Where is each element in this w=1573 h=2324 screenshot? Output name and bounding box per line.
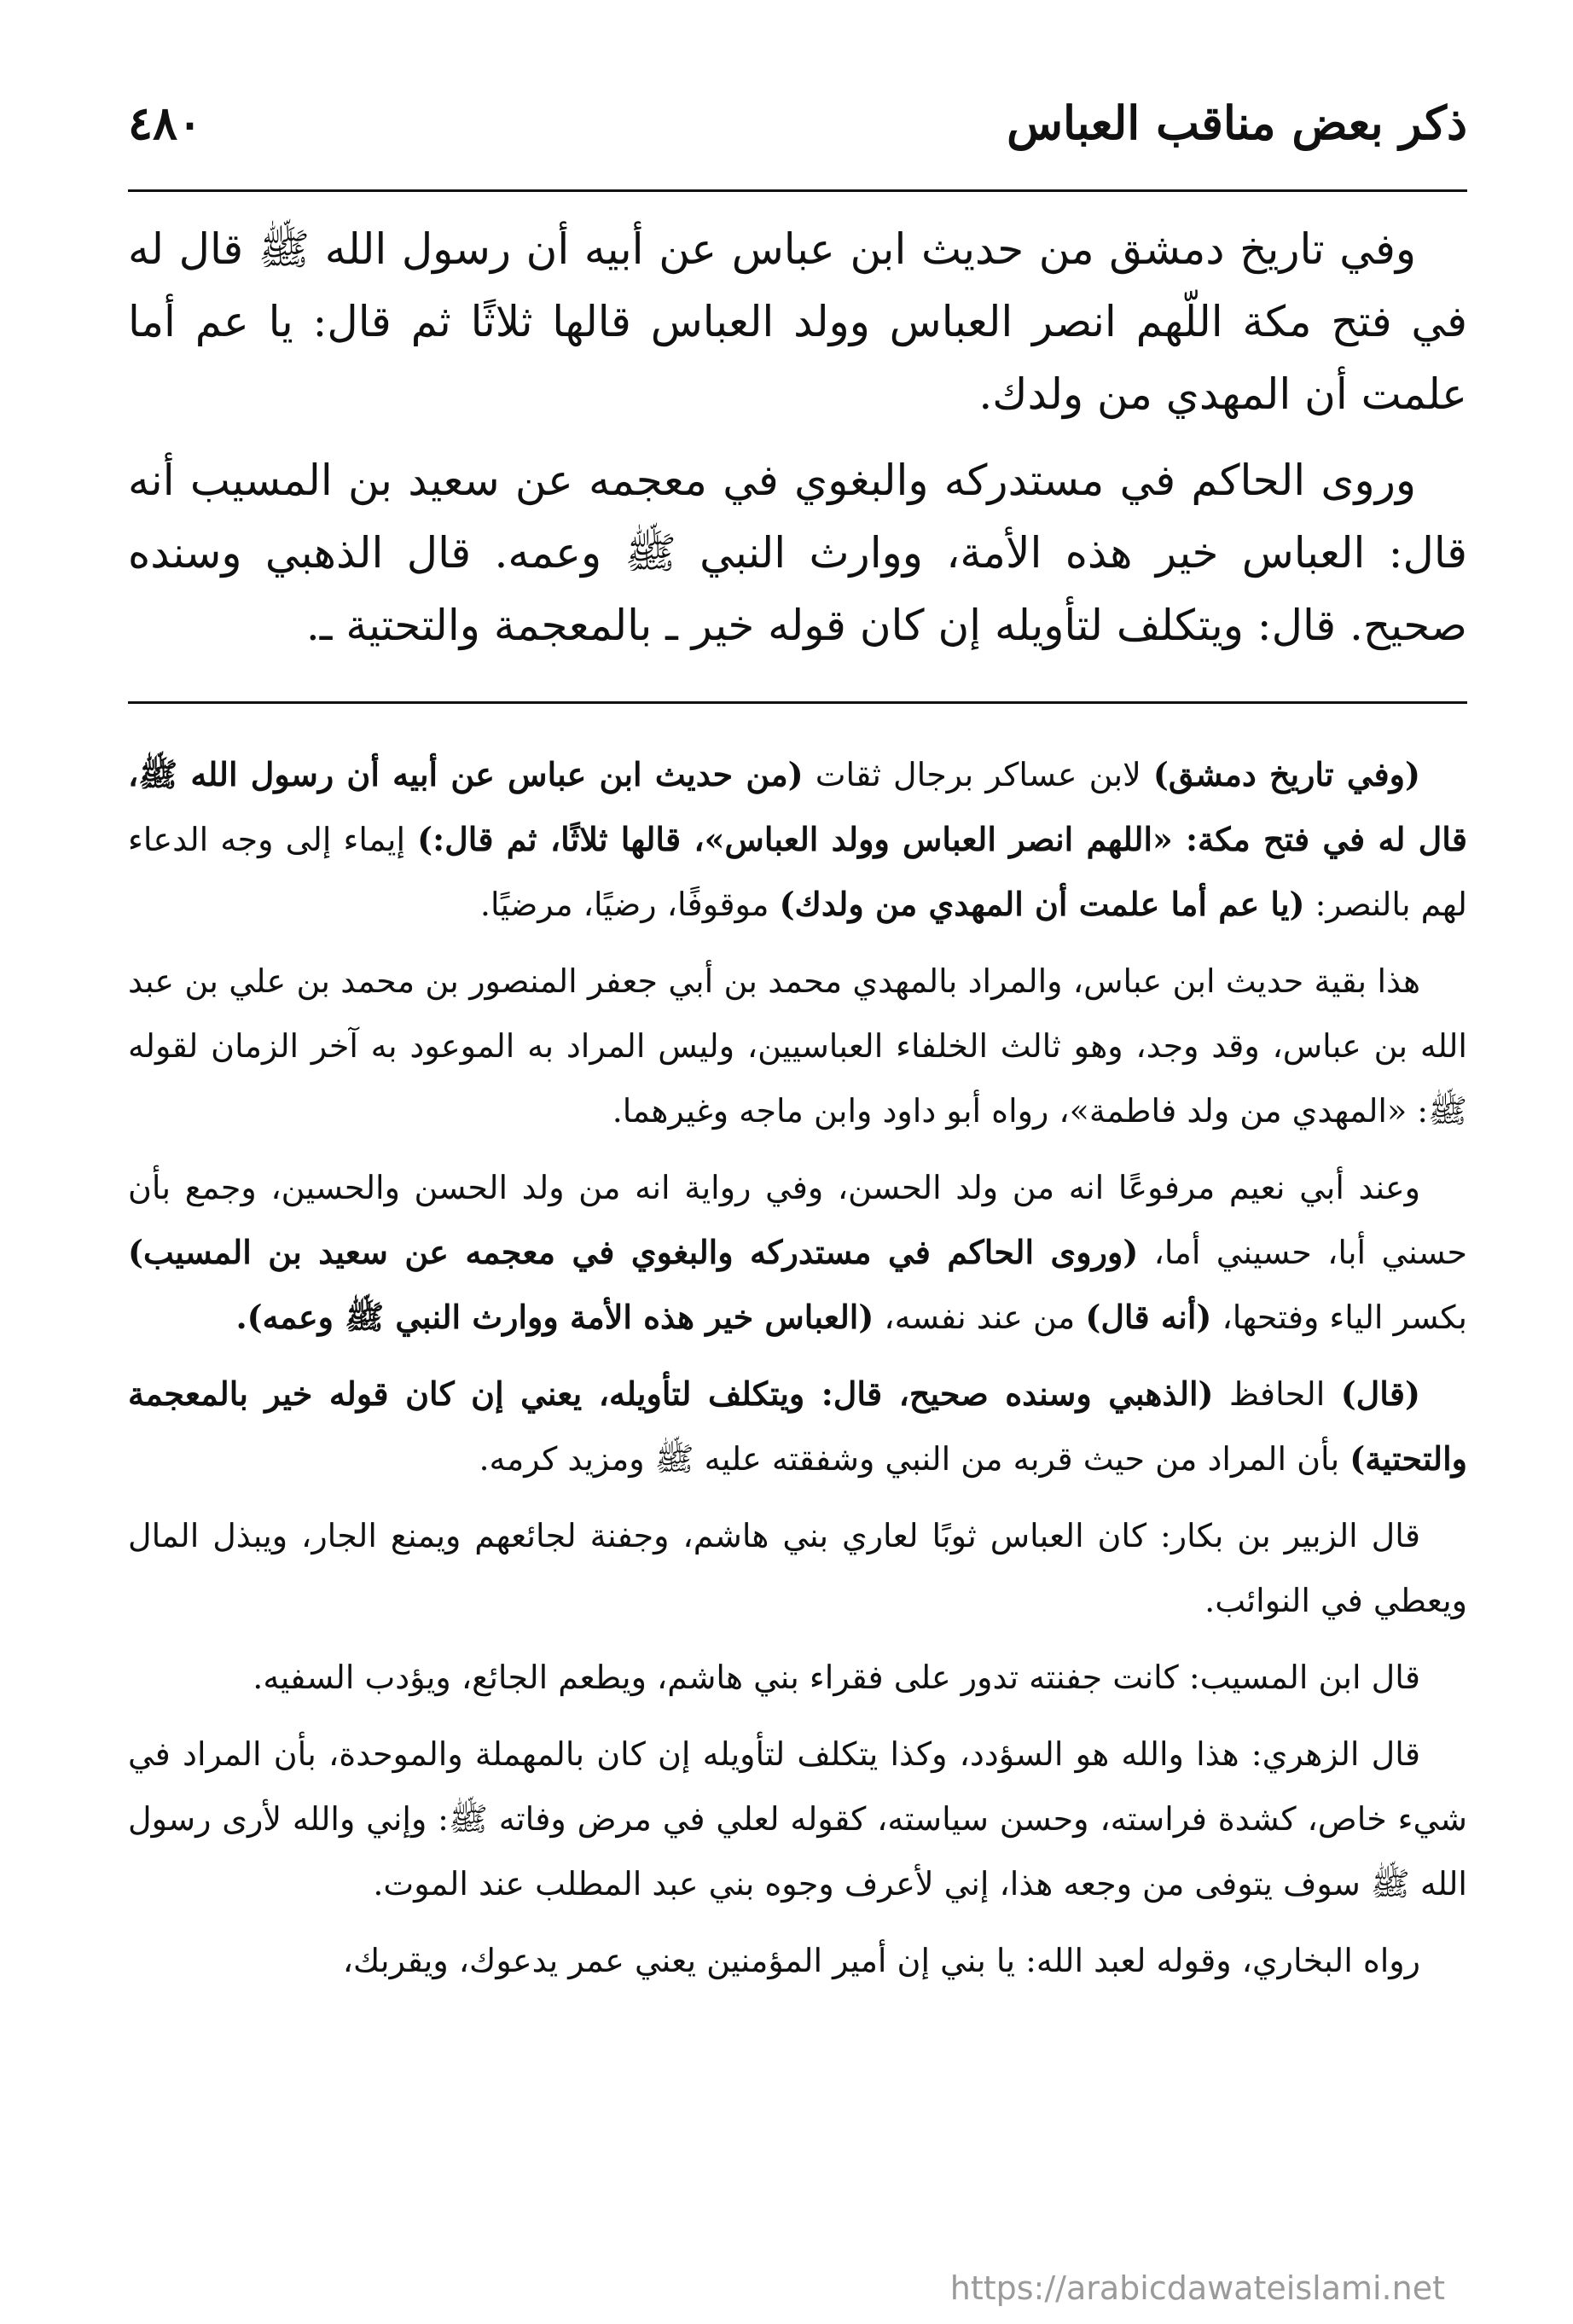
commentary-paragraph: قال ابن المسيب: كانت جفنته تدور على فقراء بني هاشم، ويطعم الجائع، ويؤدب السفيه. <box>252 1659 1420 1696</box>
header-divider <box>128 189 1467 192</box>
commentary-text-run: لابن عساكر برجال ثقات <box>803 756 1153 793</box>
commentary-paragraph <box>128 1362 1467 1491</box>
main-paragraph: وفي تاريخ دمشق من حديث ابن عباس عن أبيه أن رسول الله ﷺ قال له في فتح مكة اللّهم انصر العباس وولد العباس قالها ثلاثًا ثم قال: يا عم أما علمت أن المهدي من ولدك. <box>128 224 1467 419</box>
commentary-text-run: وعند أبي نعيم مرفوعًا انه من ولد الحسن، وفي رواية انه من ولد الحسن والحسين، وجمع بأن حسني أبا، حسيني أما، <box>128 1169 1467 1271</box>
running-title: ذكر بعض مناقب العباس <box>1007 96 1467 150</box>
commentary-paragraph: رواه البخاري، وقوله لعبد الله: يا بني إن أمير المؤمنين يعني عمر يدعوك، ويقربك، <box>342 1942 1420 1979</box>
commentary-text <box>128 742 1467 2005</box>
commentary-text-run: الحافظ <box>1213 1375 1341 1413</box>
quoted-text: (العباس خير هذه الأمة ووارث النبي ﷺ وعمه). <box>235 1298 874 1336</box>
main-text <box>128 213 1467 676</box>
page-header <box>128 96 1467 164</box>
commentary-paragraph <box>128 742 1467 937</box>
commentary-text-run: بأن المراد من حيث قربه من النبي وشفقته عليه ﷺ ومزيد كرمه. <box>479 1440 1350 1478</box>
commentary-paragraph: هذا بقية حديث ابن عباس، والمراد بالمهدي محمد بن أبي جعفر المنصور بن محمد بن علي بن عبد الله بن عباس، وقد وجد، وهو ثالث الخلفاء العباسيين، وليس المراد به الموعود به آخر الزمان لقوله ﷺ: «المهدي من ولد فاطمة»، رواه أبو داود وابن ماجه وغيرهما. <box>128 962 1467 1130</box>
commentary-paragraph <box>128 1155 1467 1350</box>
quoted-text: (الذهبي وسنده صحيح، قال: ويتكلف لتأويله، يعني إن كان قوله خير بالمعجمة والتحتية) <box>128 1374 1467 1478</box>
main-paragraph: وروى الحاكم في مستدركه والبغوي في معجمه عن سعيد بن المسيب أنه قال: العباس خير هذه الأمة، ووارث النبي ﷺ وعمه. قال الذهبي وسنده صحيح. قال: ويتكلف لتأويله إن كان قوله خير ـ بالمعجمة والتحتية ـ. <box>128 456 1467 650</box>
quoted-text: (من حديث ابن عباس عن أبيه أن رسول الله ﷺ، قال له في فتح مكة: «اللهم انصر العباس وولد العباس»، قالها ثلاثًا، ثم قال:) <box>128 755 1467 858</box>
quoted-text: (أنه قال) <box>1085 1298 1212 1336</box>
page-number: ٤٨٠ <box>128 96 203 150</box>
commentary-paragraph: قال الزبير بن بكار: كان العباس ثوبًا لعاري بني هاشم، وجفنة لجائعهم ويمنع الجار، ويبذل المال ويعطي في النوائب. <box>128 1517 1467 1619</box>
quoted-text: (يا عم أما علمت أن المهدي من ولدك) <box>779 885 1305 923</box>
quoted-text: (وفي تاريخ دمشق) <box>1152 755 1420 793</box>
commentary-text-run: من عند نفسه، <box>874 1299 1086 1336</box>
quoted-text: (وروى الحاكم في مستدركه والبغوي في معجمه عن سعيد بن المسيب) <box>128 1233 1139 1271</box>
commentary-paragraph: قال الزهري: هذا والله هو السؤدد، وكذا يتكلف لتأويله إن كان بالمهملة والموحدة، بأن المراد في شيء خاص، كشدة فراسته، وحسن سياسته، كقوله لعلي في مرض وفاته ﷺ: وإني والله لأرى رسول الله ﷺ سوف يتوفى من وجعه هذا، إني لأعرف وجوه بني عبد المطلب عند الموت. <box>128 1735 1467 1903</box>
watermark-url: https://arabicdawateislami.net <box>949 2269 1445 2307</box>
commentary-text-run: إيماء إلى وجه الدعاء لهم بالنصر: <box>128 821 1467 923</box>
commentary-text-run: موقوفًا، رضيًا، مرضيًا. <box>479 886 780 923</box>
quoted-text: (قال) <box>1340 1374 1420 1413</box>
commentary-divider <box>128 701 1467 704</box>
commentary-text-run: بكسر الياء وفتحها، <box>1211 1299 1467 1336</box>
